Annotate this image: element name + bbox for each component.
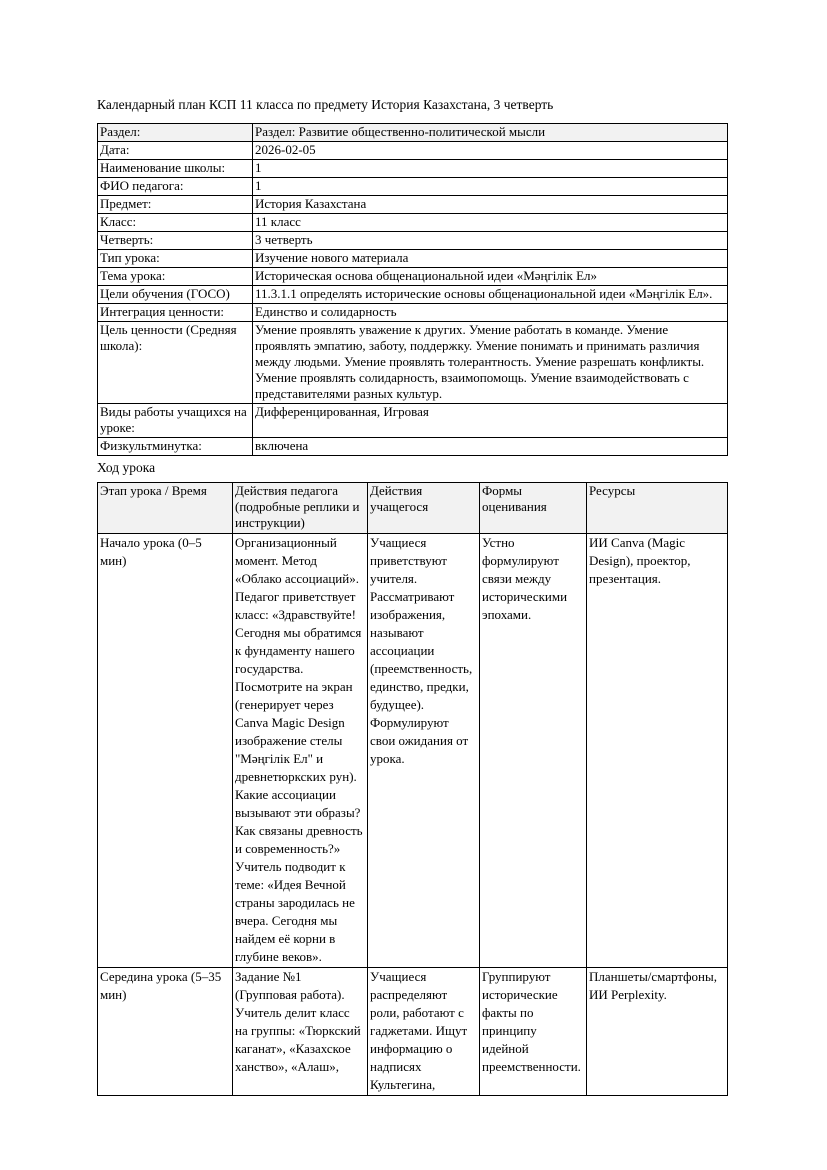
- info-value-cell: 11.3.1.1 определять исторические основы общенациональной идеи «Мәңгілік Ел».: [253, 286, 728, 304]
- column-header-assessment: Формы оценивания: [480, 483, 587, 534]
- info-label-cell: Тема урока:: [98, 268, 253, 286]
- info-label-cell: Четверть:: [98, 232, 253, 250]
- column-header-student-actions: Действия учащегося: [368, 483, 480, 534]
- student-actions-cell: Учащиеся приветствуют учителя. Рассматривают изображения, называют ассоциации (преемственность, единство, предки, будущее). Формулируют свои ожидания от урока.: [368, 534, 480, 968]
- table-row: [98, 124, 728, 142]
- stage-cell: Начало урока (0–5 мин): [98, 534, 233, 968]
- table-row: [98, 232, 728, 250]
- table-row: [98, 304, 728, 322]
- table-row: [98, 250, 728, 268]
- info-label-cell: Тип урока:: [98, 250, 253, 268]
- info-value-cell: 2026-02-05: [253, 142, 728, 160]
- lesson-info-table: [97, 123, 728, 456]
- table-row: [98, 268, 728, 286]
- table-row: [98, 968, 728, 1096]
- info-label-cell: Интеграция ценности:: [98, 304, 253, 322]
- info-value-cell: 1: [253, 160, 728, 178]
- info-value-cell: 3 четверть: [253, 232, 728, 250]
- info-value-cell: Единство и солидарность: [253, 304, 728, 322]
- info-value-cell: Историческая основа общенациональной идеи «Мәңгілік Ел»: [253, 268, 728, 286]
- info-label-cell: Виды работы учащихся на уроке:: [98, 404, 253, 438]
- table-row: [98, 142, 728, 160]
- column-header-stage: Этап урока / Время: [98, 483, 233, 534]
- table-row: [98, 322, 728, 404]
- resources-cell: ИИ Canva (Magic Design), проектор, презентация.: [587, 534, 728, 968]
- table-row: [98, 178, 728, 196]
- info-label-cell: Предмет:: [98, 196, 253, 214]
- lesson-flow-table: [97, 482, 728, 1096]
- info-value-cell: Умение проявлять уважение к других. Умение работать в команде. Умение проявлять эмпатию, заботу, поддержку. Умение понимать и принимать различия между людьми. Умение проявлять толерантность. Умение разрешать конфликты. Умение проявлять солидарность, взаимопомощь. Умение взаимодействовать с представителями разных культур.: [253, 322, 728, 404]
- assessment-cell: Группируют исторические факты по принципу идейной преемственности.: [480, 968, 587, 1096]
- info-label-cell: Физкультминутка:: [98, 438, 253, 456]
- info-value-cell: Дифференцированная, Игровая: [253, 404, 728, 438]
- info-value-cell: 11 класс: [253, 214, 728, 232]
- stage-cell: Середина урока (5–35 мин): [98, 968, 233, 1096]
- info-value-cell: 1: [253, 178, 728, 196]
- table-row: [98, 438, 728, 456]
- info-label-cell: ФИО педагога:: [98, 178, 253, 196]
- table-row: [98, 286, 728, 304]
- teacher-actions-cell: Организационный момент. Метод «Облако ассоциаций». Педагог приветствует класс: «Здравствуйте! Сегодня мы обратимся к фундаменту нашего государства. Посмотрите на экран (генерирует через Canva Magic Design изображение стелы "Мәңгілік Ел" и древнетюркских рун). Какие ассоциации вызывают эти образы? Как связаны древность и современность?» Учитель подводит к теме: «Идея Вечной страны зародилась не вчера. Сегодня мы найдем её корни в глубине веков».: [233, 534, 368, 968]
- teacher-actions-cell: Задание №1 (Групповая работа). Учитель делит класс на группы: «Тюркский каганат», «Казахское ханство», «Алаш»,: [233, 968, 368, 1096]
- info-label-cell: Цель ценности (Средняя школа):: [98, 322, 253, 404]
- info-label-cell: Класс:: [98, 214, 253, 232]
- section-heading: Ход урока: [97, 460, 156, 475]
- info-value-cell: Изучение нового материала: [253, 250, 728, 268]
- document-content: [97, 97, 727, 1096]
- table-row: [98, 160, 728, 178]
- info-value-cell: Раздел: Развитие общественно-политической мысли: [253, 124, 728, 142]
- table-header-row: [98, 483, 728, 534]
- table-row: [98, 196, 728, 214]
- info-label-cell: Дата:: [98, 142, 253, 160]
- column-header-resources: Ресурсы: [587, 483, 728, 534]
- info-label-cell: Наименование школы:: [98, 160, 253, 178]
- assessment-cell: Устно формулируют связи между историческими эпохами.: [480, 534, 587, 968]
- table-row: [98, 404, 728, 438]
- student-actions-cell: Учащиеся распределяют роли, работают с гаджетами. Ищут информацию о надписях Культегина,: [368, 968, 480, 1096]
- table-row: [98, 214, 728, 232]
- table-row: [98, 534, 728, 968]
- document-title: Календарный план КСП 11 класса по предмету История Казахстана, 3 четверть: [97, 97, 554, 112]
- resources-cell: Планшеты/смартфоны, ИИ Perplexity.: [587, 968, 728, 1096]
- info-label-cell: Цели обучения (ГОСО): [98, 286, 253, 304]
- info-value-cell: включена: [253, 438, 728, 456]
- info-value-cell: История Казахстана: [253, 196, 728, 214]
- info-label-cell: Раздел:: [98, 124, 253, 142]
- column-header-teacher-actions: Действия педагога (подробные реплики и инструкции): [233, 483, 368, 534]
